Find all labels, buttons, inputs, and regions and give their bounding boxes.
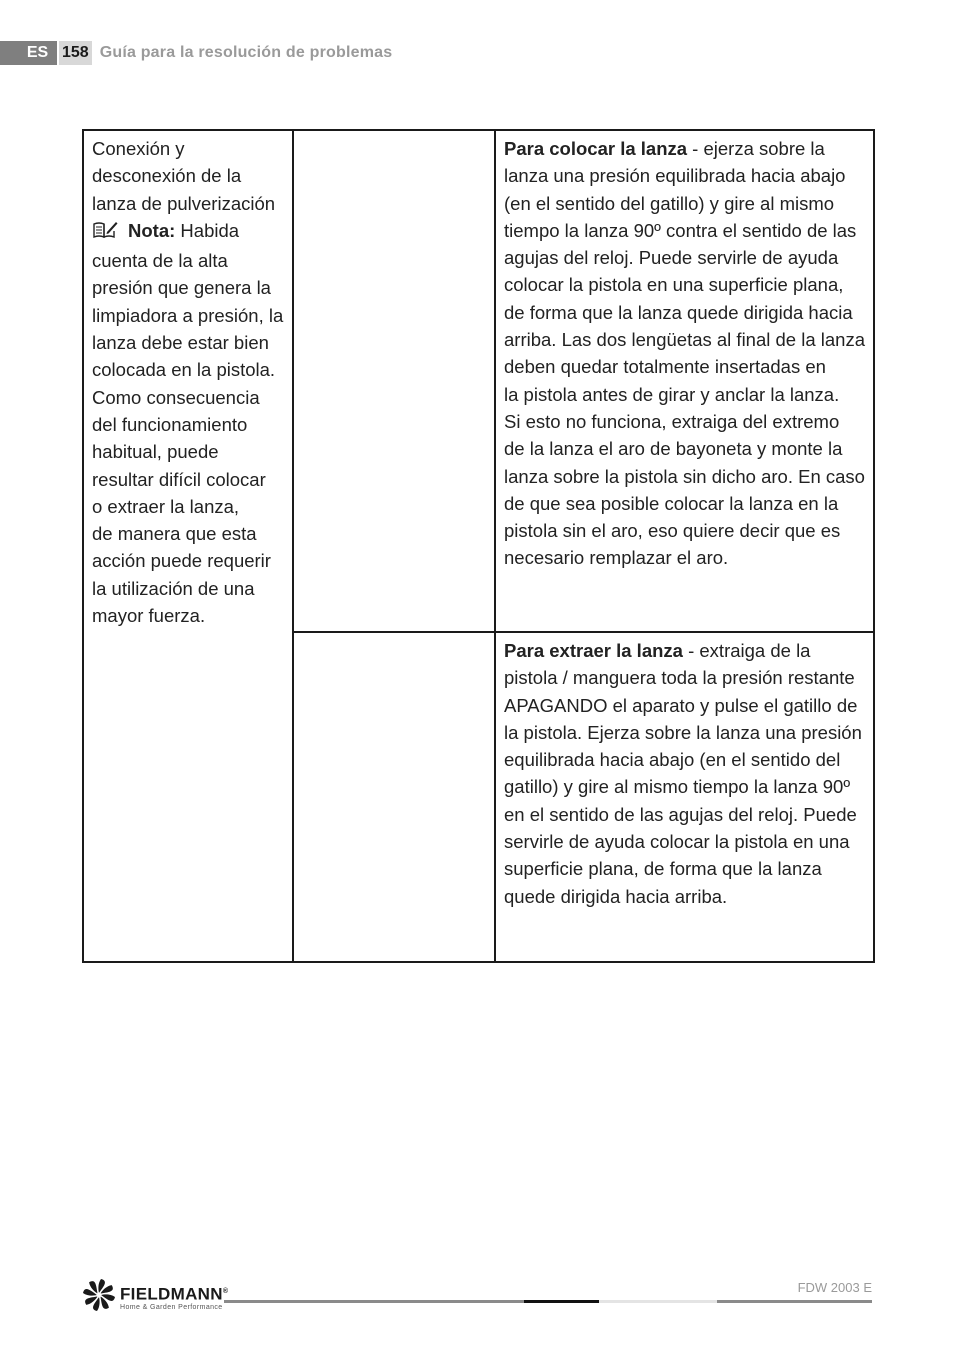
- page-header: [0, 40, 392, 66]
- solution-line: pistola sin el aro, eso quiere decir que es: [504, 520, 841, 542]
- solution-line: deben quedar totalmente insertadas en: [504, 356, 826, 378]
- note-line: del funcionamiento: [92, 413, 248, 435]
- footer-rule-segment: [717, 1300, 872, 1303]
- section-title: Guía para la resolución de problemas: [99, 44, 393, 61]
- note-block: [92, 217, 284, 629]
- solution-line: de la lanza el aro de bayoneta y monte la: [504, 438, 843, 460]
- solution-cell: [495, 130, 874, 632]
- solution-line: la pistola antes de girar y anclar la lanza.: [504, 383, 840, 405]
- footer-rule-segment: [224, 1300, 524, 1303]
- solution-line: quede dirigida hacia arriba.: [504, 885, 728, 907]
- note-line: habitual, puede: [92, 441, 219, 463]
- solution-line: necesario remplazar el aro.: [504, 547, 729, 569]
- solution-line: APAGANDO el aparato y pulse el gatillo de: [504, 694, 858, 716]
- problem-line: desconexión de la: [92, 165, 242, 187]
- note-first-text: Habida: [180, 219, 240, 241]
- note-line: presión que genera la: [92, 277, 271, 299]
- table-row: [83, 130, 874, 632]
- solution-line: agujas del reloj. Puede servirle de ayuda: [504, 247, 839, 269]
- solution-first-text: - ejerza sobre la: [687, 138, 825, 159]
- solution-line: equilibrada hacia abajo (en el sentido del: [504, 749, 841, 771]
- note-line: limpiadora a presión, la: [92, 304, 284, 326]
- solution-title: Para colocar la lanza: [504, 138, 688, 159]
- brand-name: FIELDMANN: [120, 1284, 223, 1304]
- note-label: Nota:: [128, 219, 176, 241]
- solution-line: de forma que la lanza quede dirigida hacia: [504, 301, 853, 323]
- brand-logo: [82, 1278, 228, 1317]
- note-line: Como consecuencia: [92, 386, 260, 408]
- problem-text: [92, 135, 284, 217]
- note-line: lanza debe estar bien: [92, 332, 269, 354]
- solution-line: lanza sobre la pistola sin dicho aro. En caso: [504, 465, 865, 487]
- solution-line: en el sentido de las agujas del reloj. Puede: [504, 803, 857, 825]
- language-badge: ES: [0, 41, 57, 65]
- problem-cell: [83, 130, 293, 962]
- note-line: acción puede requerir: [92, 550, 271, 572]
- solution-line: Si esto no funciona, extraiga del extremo: [504, 410, 840, 432]
- registered-mark: ®: [222, 1288, 229, 1296]
- solution-line: pistola / manguera toda la presión restante: [504, 667, 855, 689]
- note-line: de manera que esta: [92, 523, 257, 545]
- solution-line: lanza una presión equilibrada hacia abajo: [504, 165, 846, 187]
- troubleshooting-table: [82, 129, 875, 963]
- note-line: resultar difícil colocar: [92, 468, 266, 490]
- fieldmann-swirl-logo-icon: [82, 1278, 116, 1317]
- note-line: o extraer la lanza,: [92, 495, 240, 517]
- cause-cell: [293, 632, 495, 962]
- page-number: 158: [59, 41, 92, 65]
- note-line: colocada en la pistola.: [92, 359, 276, 381]
- problem-line: lanza de pulverización: [92, 192, 276, 214]
- solution-line: arriba. Las dos lengüetas al final de la lanza: [504, 329, 865, 351]
- solution-line: colocar la pistola en una superficie plana,: [504, 274, 844, 296]
- problem-line: Conexión y: [92, 138, 185, 159]
- solution-title: Para extraer la lanza: [504, 640, 683, 661]
- solution-line: superficie plana, de forma que la lanza: [504, 858, 822, 880]
- solution-line: (en el sentido del gatillo) y gire al mismo: [504, 192, 835, 214]
- book-pencil-icon: [92, 220, 118, 247]
- solution-line: la pistola. Ejerza sobre la lanza una presión: [504, 721, 862, 743]
- model-number: FDW 2003 E: [797, 1280, 872, 1295]
- cause-cell: [293, 130, 495, 632]
- solution-line: servirle de ayuda colocar la pistola en una: [504, 831, 850, 853]
- solution-first-text: - extraiga de la: [682, 640, 811, 661]
- note-line: mayor fuerza.: [92, 605, 206, 627]
- solution-line: gatillo) y gire al mismo tiempo la lanza 90º: [504, 776, 851, 798]
- brand-tagline: Home & Garden Performance: [120, 1303, 223, 1311]
- note-line: la utilización de una: [92, 577, 255, 599]
- solution-line: tiempo la lanza 90º contra el sentido de las: [504, 219, 857, 241]
- solution-line: de que sea posible colocar la lanza en la: [504, 492, 839, 514]
- note-line: cuenta de la alta: [92, 250, 228, 272]
- footer-rule-segment: [524, 1300, 599, 1303]
- solution-cell: [495, 632, 874, 962]
- footer-rule-segment: [599, 1300, 717, 1303]
